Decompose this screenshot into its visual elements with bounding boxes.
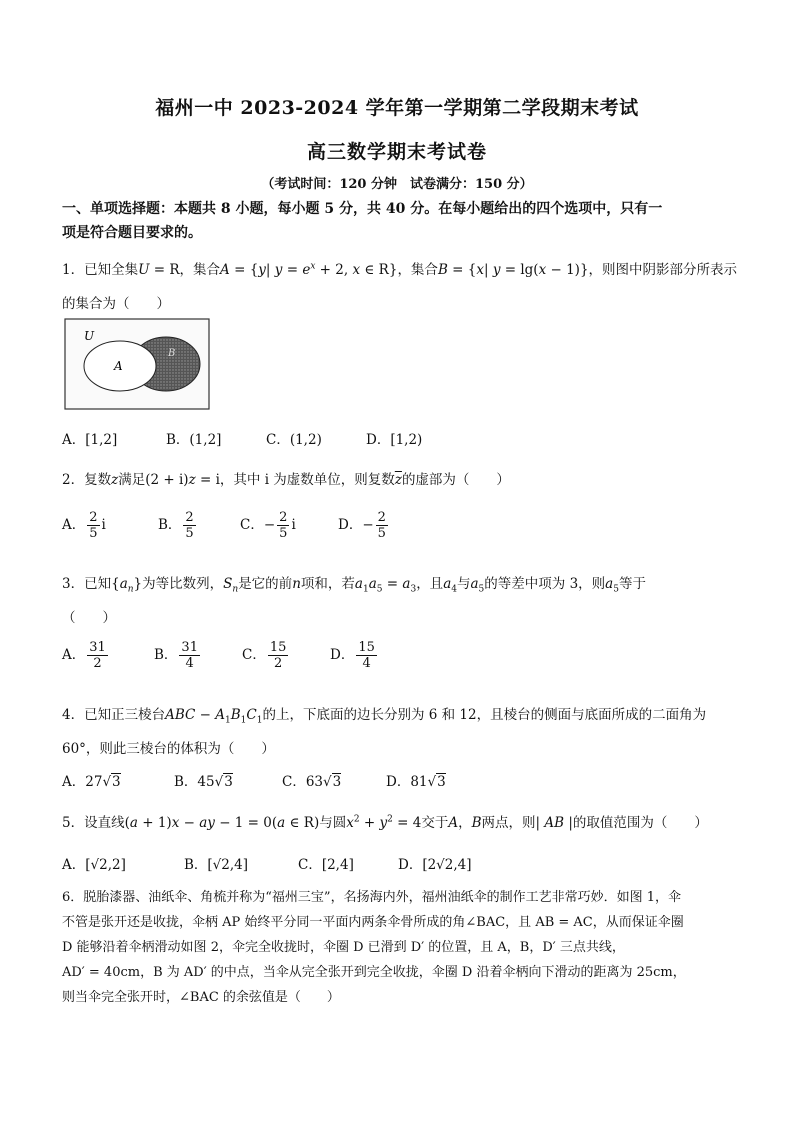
question-6-line-5: 则当伞完全张开时，∠BAC 的余弦值是（ ）	[62, 990, 340, 1005]
q4-option-b[interactable]: B．45√3	[174, 774, 233, 790]
question-2-stem: 2．复数z满足(2 + i)z = i，其中 i 为虚数单位，则复数$\overline{z}$的虚部为（ ）	[62, 472, 510, 488]
q3-text: 的等差中项为 3，则	[484, 576, 606, 592]
q1-option-c[interactable]: C．(1,2)	[266, 432, 322, 448]
venn-label-u: U	[84, 329, 95, 343]
q1-text: ，则图中阴影部分所表示	[588, 262, 738, 278]
question-1-line-1: 1．已知全集U = R，集合A = {y| $y = e^x + 2$, x ∈ R}，集合B = {x| y = lg(x − 1)}，则图中阴影部分所表示	[62, 261, 738, 278]
q3-text: 等于	[618, 576, 646, 592]
q3-text: 为等比数列，	[142, 576, 224, 592]
q4-option-a[interactable]: A．27√3	[62, 774, 121, 790]
q5-option-b[interactable]: B．[√2,4]	[184, 857, 249, 873]
question-3-options	[62, 640, 418, 671]
q5-text: 的取值范围为（ ）	[572, 815, 708, 831]
question-5-options	[62, 853, 508, 873]
q2-option-d[interactable]: D．− $\frac{2}{5}$	[338, 510, 386, 541]
q5-text: 两点，则	[481, 815, 536, 831]
question-6-line-2: 不管是张开还是收拢，伞柄 AP 始终平分同一平面内两条伞骨所成的角∠BAC，且 AB = AC，从而保证伞圈	[62, 915, 684, 930]
q3-option-a[interactable]: A． $\frac{31}{2}$	[62, 640, 106, 671]
q3-text: 项和，若	[300, 576, 355, 592]
venn-label-a: A	[114, 359, 123, 373]
q2-option-a[interactable]: A． $\frac{2}{5}$ i	[62, 510, 106, 541]
question-4-line-2: 60°，则此三棱台的体积为（ ）	[62, 741, 275, 757]
q1-option-a[interactable]: A．[1,2]	[62, 432, 118, 448]
q5-text: 5．设直线	[62, 815, 125, 831]
q3-text: 是它的前	[238, 576, 293, 592]
question-6-line-4: AD′ = 40cm，B 为 AD′ 的中点，当伞从完全张开到完全收拢，伞圈 D 沿着伞柄向下滑动的距离为 25cm，	[62, 965, 686, 980]
q4-text: 4．已知正三棱台	[62, 707, 166, 723]
q3-text: ，且	[416, 576, 444, 592]
q1-option-d[interactable]: D．[1,2)	[366, 432, 423, 448]
q4-option-d[interactable]: D．81√3	[386, 774, 446, 790]
question-4-stem: 4．已知正三棱台ABC − $A_1B_1C_1$的上，下底面的边长分别为 6 和 12，且棱台的侧面与底面所成的二面角为	[62, 707, 707, 726]
q3-text: 3．已知	[62, 576, 112, 592]
q2-text: 满足	[118, 472, 146, 488]
section-heading	[62, 197, 742, 245]
q2-text: 的虚部为（ ）	[401, 472, 510, 488]
q2-text: 2．复数	[62, 472, 112, 488]
q5-text: 与圆	[319, 815, 347, 831]
q3-option-d[interactable]: D． $\frac{15}{4}$	[330, 640, 375, 671]
question-3-stem: 3．已知$\{a_n\}$为等比数列，$S_n$是它的前n项和，若$a_1a_5 = a_3$，且$a_4$与$a_5$的等差中项为 3，则$a_5$等于	[62, 576, 646, 595]
q1-text: ，集合	[397, 262, 438, 278]
question-6-line-1: 6．脱胎漆器、油纸伞、角梳并称为“福州三宝”，名扬海内外，福州油纸伞的制作工艺非常巧妙．如图 1，伞	[62, 890, 681, 905]
q2-option-c[interactable]: C．− $\frac{2}{5}$ i	[240, 510, 296, 541]
q5-text: 交于	[421, 815, 449, 831]
exam-subtitle: 高三数学期末考试卷	[306, 141, 487, 163]
question-5-stem: 5．设直线(a + 1)x − ay − 1 = 0(a ∈ R)与圆$x^2 + y^2 = 4$交于A，B两点，则| AB |的取值范围为（ ）	[62, 814, 708, 831]
section-line-2: 项是符合题目要求的。	[62, 225, 202, 241]
q1-text: ，集合	[179, 262, 221, 278]
q3-text: 与	[456, 576, 471, 592]
question-1-line-2: 的集合为（ ）	[62, 296, 170, 312]
q4-text: 的上，下底面的边长分别为 6 和 12，且棱台的侧面与底面所成的二面角为	[262, 707, 707, 723]
section-line-1: 一、单项选择题：本题共 8 小题，每小题 5 分，共 40 分。在每小题给出的四个选项中，只有一	[62, 201, 663, 217]
q3-option-b[interactable]: B． $\frac{31}{4}$	[154, 640, 198, 671]
exam-title: 福州一中 2023-2024 学年第一学期第二学段期末考试	[155, 97, 639, 119]
venn-label-b: B	[168, 348, 176, 359]
question-1-options	[62, 428, 466, 448]
q5-option-d[interactable]: D．[2√2,4]	[398, 857, 472, 873]
q4-option-c[interactable]: C．63√3	[282, 774, 342, 790]
q1-text: 1．已知全集	[62, 262, 139, 278]
question-2-options	[62, 510, 418, 541]
question-6-line-3: D 能够沿着伞柄滑动如图 2，伞完全收拢时，伞圈 D 已滑到 D′ 的位置，且 A，B，D′ 三点共线，	[62, 940, 625, 955]
question-4-options	[62, 770, 486, 790]
venn-diagram	[64, 318, 210, 410]
q5-option-a[interactable]: A．[√2,2]	[62, 857, 126, 873]
q5-option-c[interactable]: C．[2,4]	[298, 857, 354, 873]
exam-info: （考试时间：120 分钟 试卷满分：150 分）	[261, 177, 533, 192]
q1-option-b[interactable]: B．(1,2]	[166, 432, 222, 448]
q2-option-b[interactable]: B． $\frac{2}{5}$	[158, 510, 194, 541]
q2-text: ，其中 i 为虚数单位，则复数	[219, 472, 395, 488]
question-3-line-2: （ ）	[62, 610, 116, 626]
q3-option-c[interactable]: C． $\frac{15}{2}$	[242, 640, 287, 671]
